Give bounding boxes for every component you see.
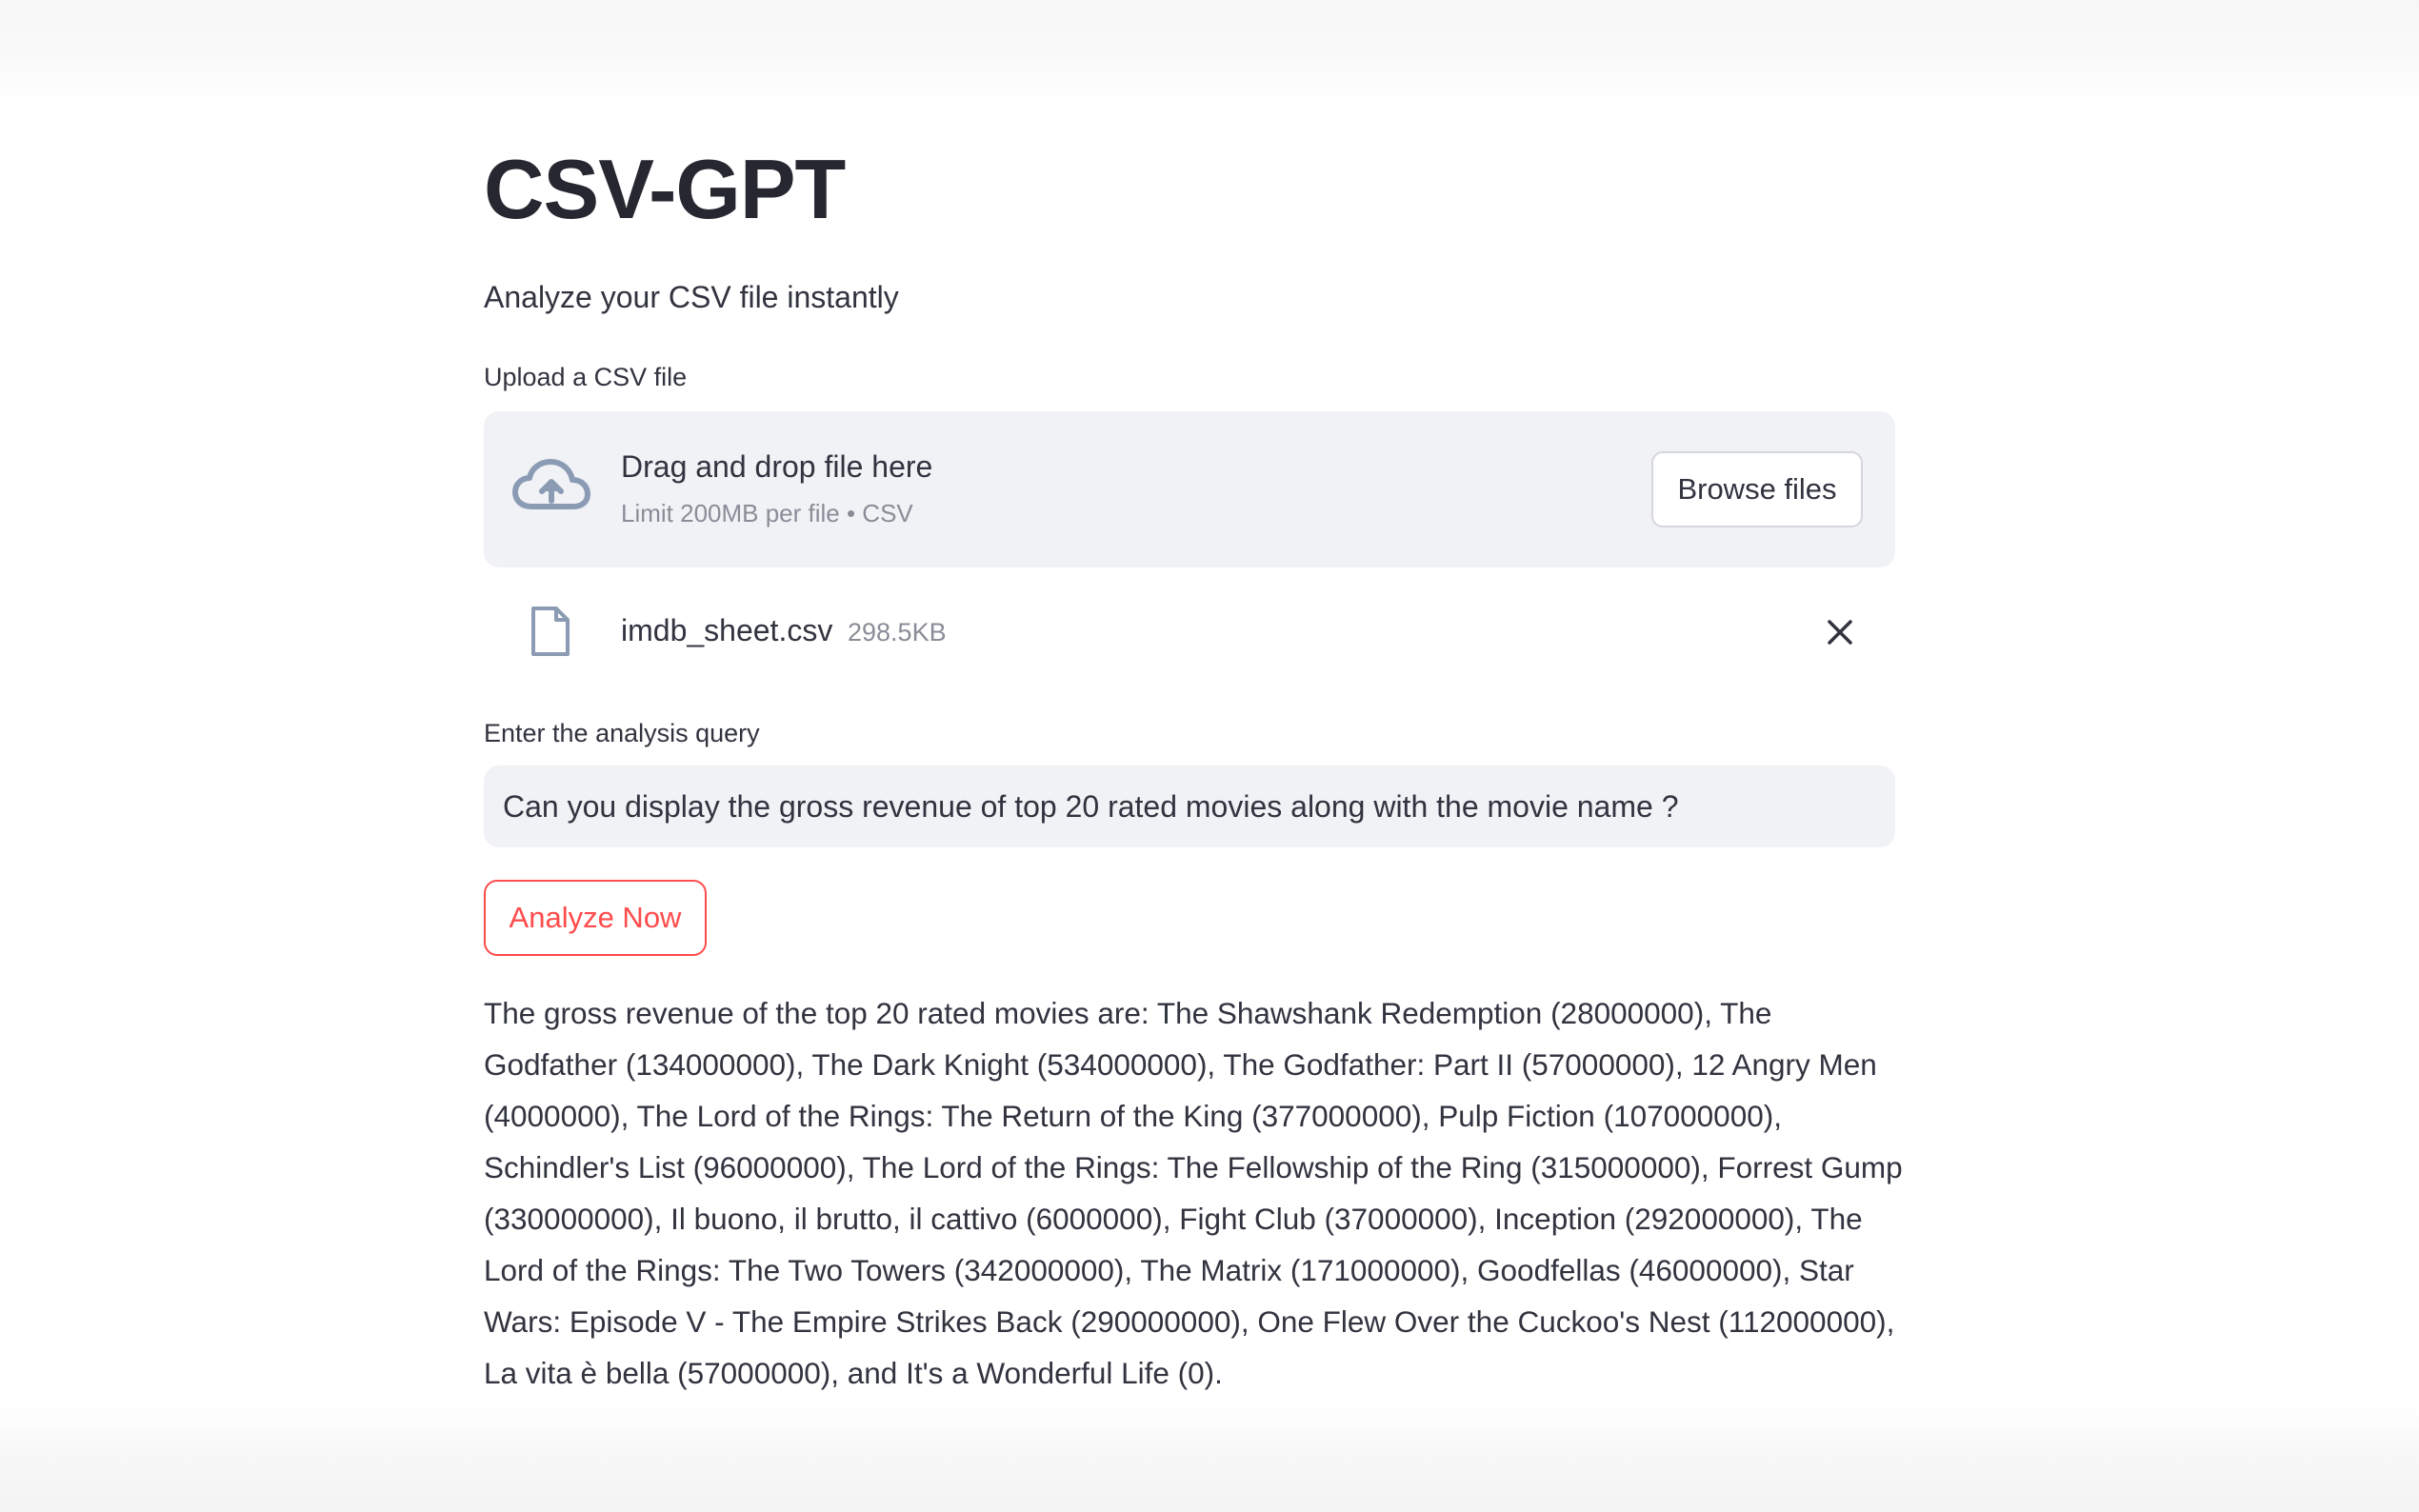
uploaded-file-name: imdb_sheet.csv [621,613,833,647]
close-icon [1826,618,1854,647]
query-label: Enter the analysis query [484,719,760,747]
uploaded-file-size: 298.5KB [848,618,947,647]
query-input[interactable]: Can you display the gross revenue of top 20 rated movies along with the movie name ? [484,766,1895,847]
file-dropzone[interactable] [484,411,1895,567]
page-subtitle: Analyze your CSV file instantly [484,280,899,314]
browse-files-button[interactable]: Browse files [1651,451,1863,527]
remove-file-button[interactable] [1819,611,1861,653]
uploaded-file-row [484,588,1895,674]
page-title: CSV-GPT [484,142,846,236]
cloud-upload-icon [512,457,590,516]
dropzone-limit: Limit 200MB per file • CSV [621,499,913,527]
file-icon [530,606,571,657]
analysis-result: The gross revenue of the top 20 rated movies are: The Shawshank Redemption (28000000), The Godfather (134000000), The Dark Knight (534000000), The Godfather: Part II (57000000), 12 Angry Men (4000000), The Lord of the Rings: The Return of the King (377000000), Pulp Fiction (107000000), Schindler's List (96000000), The Lord of the Rings: The Fellowship of the Ring (315000000), Forrest Gump (330000000), Il buono, il brutto, il cattivo (6000000), Fight Club (37000000), Inception (292000000), The Lord of the Rings: The Two Towers (342000000), The Matrix (171000000), Goodfellas (46000000), Star Wars: Episode V - The Empire Strikes Back (290000000), One Flew Over the Cuckoo's Nest (112000000), La vita è bella (57000000), and It's a Wonderful Life (0). [484,996,1903,1390]
upload-label: Upload a CSV file [484,363,688,391]
bottom-fade [0,1405,2419,1512]
top-fade [0,0,2419,107]
analyze-now-button[interactable]: Analyze Now [484,880,707,956]
dropzone-instruction: Drag and drop file here [621,449,933,484]
